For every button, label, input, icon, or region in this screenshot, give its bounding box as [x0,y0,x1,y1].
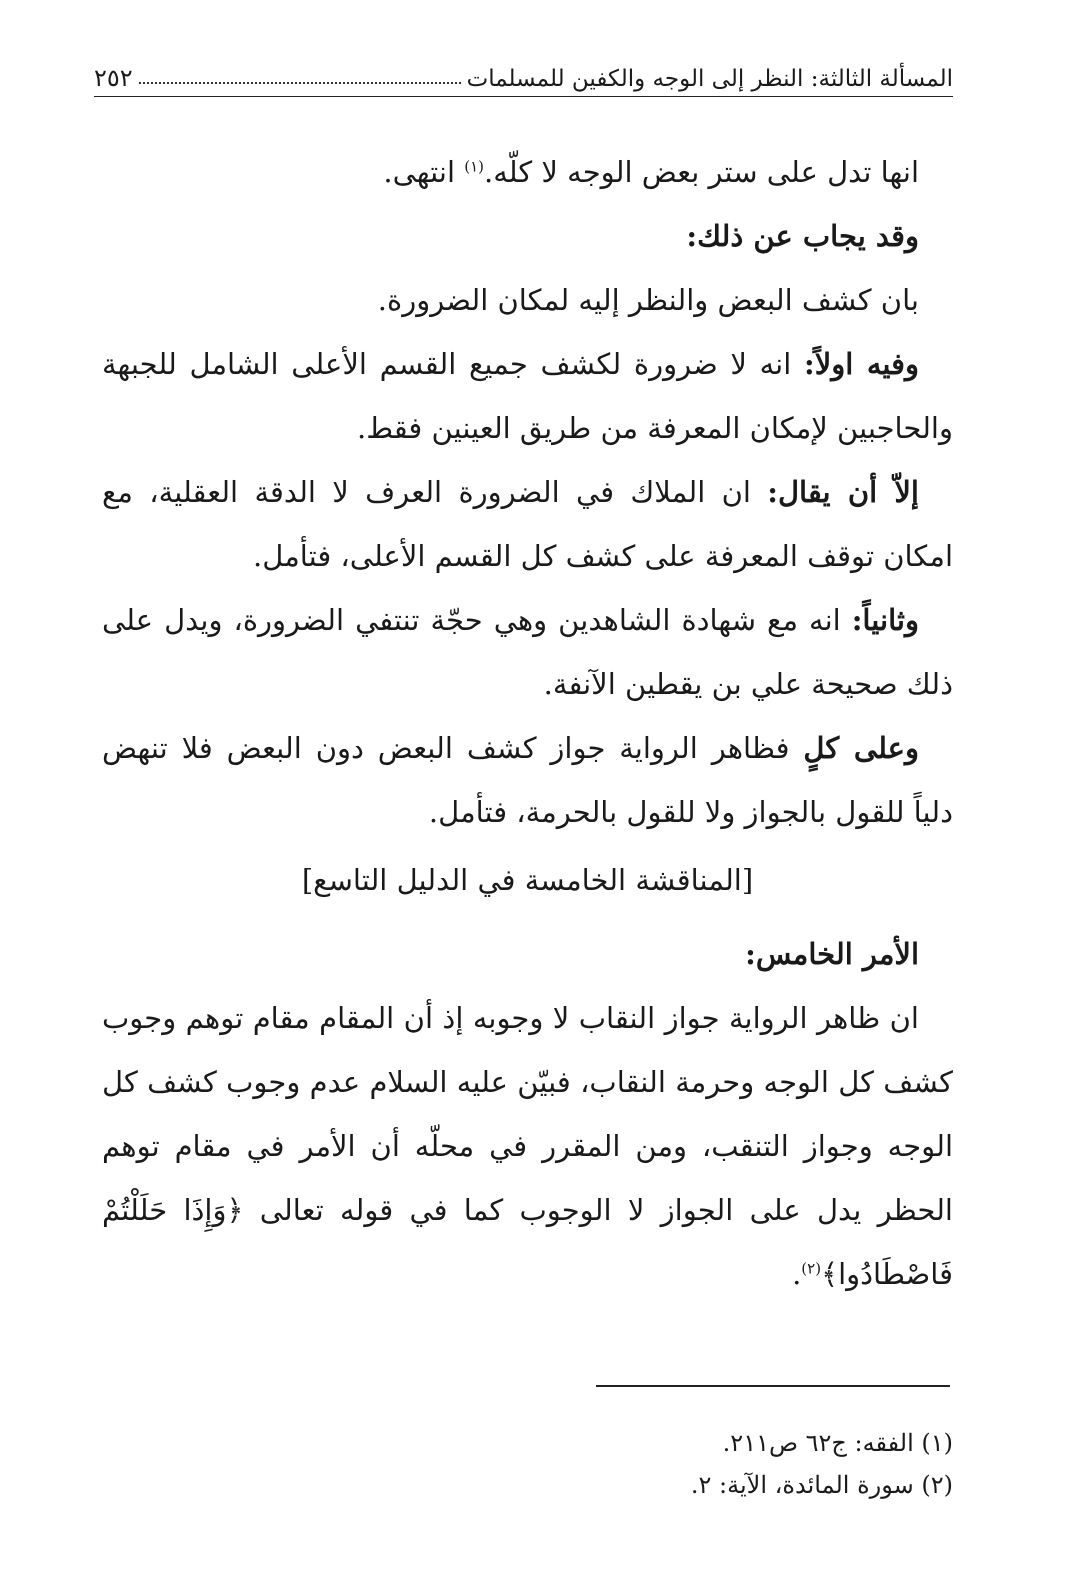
lead-phrase: وعلى كلٍ [803,731,919,765]
footnote: (٢) سورة المائدة، الآية: ٢. [690,1471,953,1499]
paragraph [102,986,953,1306]
footnotes [400,1422,953,1506]
paragraph-text: انه مع شهادة الشاهدين وهي حجّة تنتفي الضرورة، ويدل على ذلك صحيحة علي بن يقطين الآنفة. [102,603,953,701]
footnote-divider [596,1385,950,1387]
paragraph [102,588,953,716]
paragraph [102,460,953,588]
paragraph [102,332,953,460]
header-leader-dots [139,82,461,84]
paragraph-text: . [792,1257,802,1291]
main-text [102,140,953,1306]
paragraph-text: ان الملاك في الضرورة العرف لا الدقة العقلية، مع امكان توقف المعرفة على كشف كل القسم الأعلى، فتأمل. [102,475,953,573]
paragraph [102,140,953,204]
page-number: ٢٥٢ [94,64,133,92]
paragraph-text: ان ظاهر الرواية جواز النقاب لا وجوبه إذ أن المقام مقام توهم وجوب كشف كل الوجه وحرمة النقاب، فبيّن عليه السلام عدم وجوب كشف كل الوجه وجواز التنقب، ومن المقرر في محلّه أن الأمر في مقام توهم الحظر يدل على الجواز لا الوجوب كما في قوله تعالى ﴿وَإِذَا حَلَلْتُمْ فَاصْطَادُوا﴾ [102,1001,953,1291]
paragraph-text: انه لا ضرورة لكشف جميع القسم الأعلى الشامل للجبهة والحاجبين لإمكان المعرفة من طريق العينين فقط. [102,347,953,445]
running-header [94,52,953,92]
footnote-ref[interactable]: (٢) [801,1259,822,1278]
paragraph [102,716,953,844]
section-heading: [المناقشة الخامسة في الدليل التاسع] [301,863,754,897]
paragraph: بان كشف البعض والنظر إليه لمكان الضرورة. [377,283,919,317]
footnote: (١) الفقه: ج٦٢ ص٢١١. [722,1429,953,1457]
header-divider [94,96,953,97]
paragraph-text: انها تدل على ستر بعض الوجه لا كلّه. [484,155,919,189]
header-title: المسألة الثالثة: النظر إلى الوجه والكفين للمسلمات [466,66,953,92]
lead-phrase: إلاّ أن يقال: [767,475,919,509]
lead-phrase: وفيه اولاً: [803,347,919,381]
paragraph-text: فظاهر الرواية جواز كشف البعض دون البعض فلا تنهض دلياً للقول بالجواز ولا للقول بالحرمة، فتأمل. [102,731,953,829]
lead-phrase: وثانياً: [851,603,919,637]
subsection-heading: الأمر الخامس: [745,937,919,971]
section-lead: وقد يجاب عن ذلك: [686,219,919,253]
footnote-ref[interactable]: (١) [464,157,484,176]
paragraph-text: انتهى. [383,155,465,189]
